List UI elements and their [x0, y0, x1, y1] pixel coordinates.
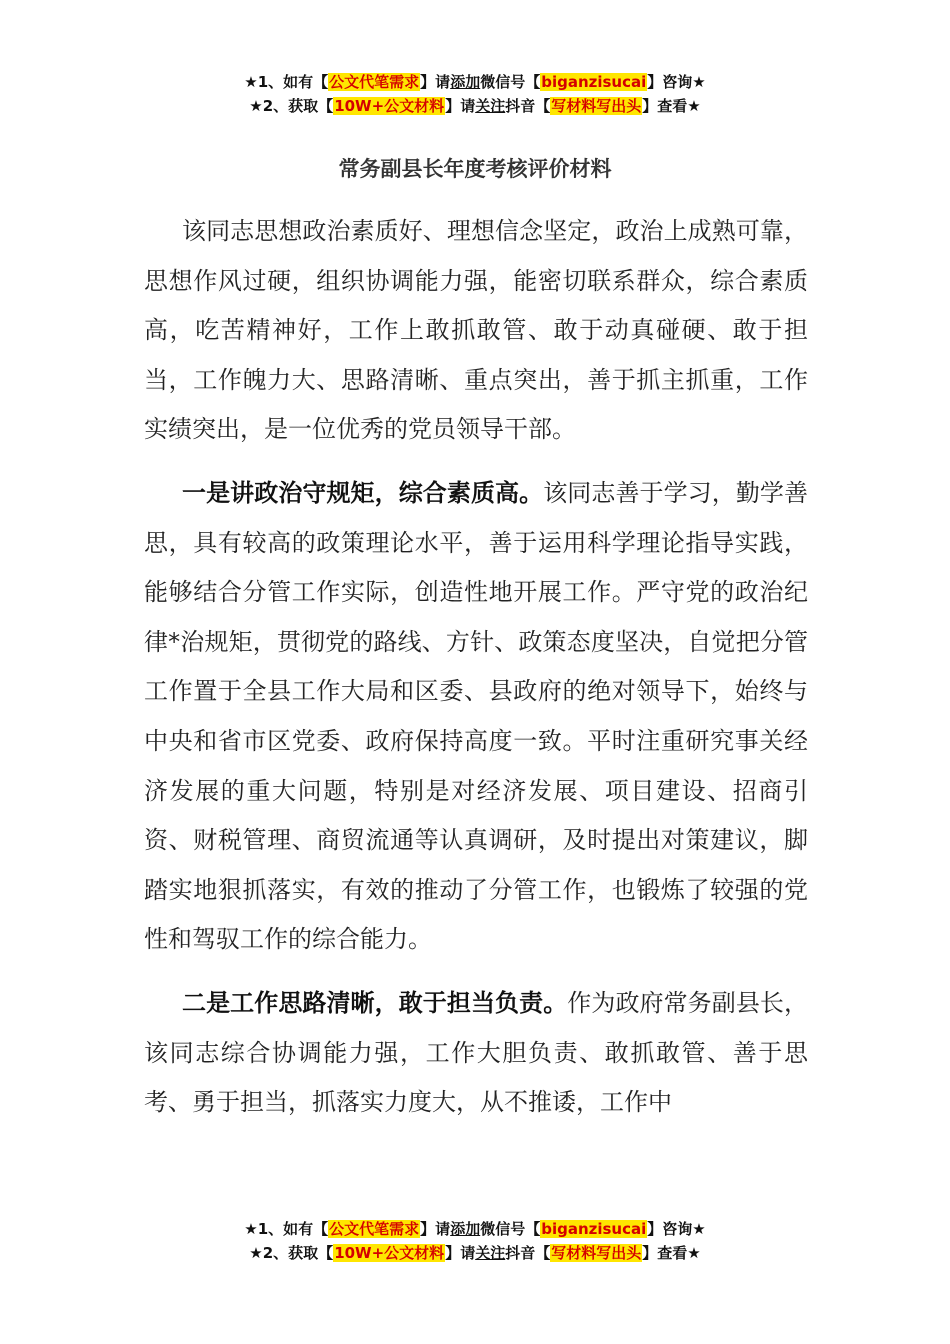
document-body	[144, 207, 808, 1142]
banner-underlined-text: 关注	[475, 97, 506, 115]
banner-underlined-text: 关注	[475, 1244, 506, 1262]
paragraph-lead: 二是工作思路清晰，敢于担当负责。	[182, 988, 568, 1017]
header-banner	[0, 70, 950, 118]
banner-text: 】查看★	[642, 97, 701, 115]
paragraph-lead: 一是讲政治守规矩，综合素质高。	[182, 478, 544, 507]
document-title: 常务副县长年度考核评价材料	[338, 157, 612, 181]
banner-line-2	[0, 94, 950, 118]
banner-highlight: 写材料写出头	[551, 97, 642, 115]
banner-highlight: 公文代笔需求	[329, 73, 420, 91]
banner-line-2	[0, 1241, 950, 1265]
banner-highlight: 写材料写出头	[551, 1244, 642, 1262]
banner-highlight: biganzisucai	[541, 73, 647, 91]
banner-text: 微信号【	[480, 1220, 541, 1238]
paragraph-text: 该同志善于学习，勤学善思，具有较高的政策理论水平，善于运用科学理论指导实践，能够结合分管工作实际，创造性地开展工作。严守党的政治纪律*治规矩，贯彻党的路线、方针、政策态度坚决，自觉把分管工作置于全县工作大局和区委、县政府的绝对领导下，始终与中央和省市区党委、政府保持高度一致。平时注重研究事关经济发展的重大问题，特别是对经济发展、项目建设、招商引资、财税管理、商贸流通等认真调研，及时提出对策建议，脚踏实地狠抓落实，有效的推动了分管工作，也锻炼了较强的党性和驾驭工作的综合能力。	[144, 478, 809, 954]
banner-highlight: 10W+公文材料	[334, 97, 445, 115]
paragraph-2	[144, 469, 808, 965]
banner-text: 】查看★	[642, 1244, 701, 1262]
banner-text: 】请	[445, 97, 476, 115]
banner-text: 抖音【	[505, 1244, 551, 1262]
banner-text: 抖音【	[505, 97, 551, 115]
paragraph-text: 作为政府常务副县长，该同志综合协调能力强，工作大胆负责、敢抓敢管、善于思考、勇于担当，抓落实力度大，从不推诿，工作中	[144, 988, 809, 1117]
banner-text: ★1、如有【	[244, 73, 329, 91]
paragraph-1	[144, 207, 808, 455]
banner-underlined-text: 添加	[450, 1220, 481, 1238]
banner-text: 】请	[420, 73, 451, 91]
banner-line-1	[0, 70, 950, 94]
banner-text: 】咨询★	[647, 73, 706, 91]
banner-text: ★1、如有【	[244, 1220, 329, 1238]
banner-text: 】请	[445, 1244, 476, 1262]
footer-banner	[0, 1217, 950, 1265]
banner-text: ★2、获取【	[249, 1244, 334, 1262]
banner-line-1	[0, 1217, 950, 1241]
banner-text: 微信号【	[480, 73, 541, 91]
paragraph-3	[144, 979, 808, 1128]
paragraph-text: 该同志思想政治素质好、理想信念坚定，政治上成熟可靠，思想作风过硬，组织协调能力强，能密切联系群众，综合素质高，吃苦精神好，工作上敢抓敢管、敢于动真碰硬、敢于担当，工作魄力大、思路清晰、重点突出，善于抓主抓重，工作实绩突出，是一位优秀的党员领导干部。	[144, 217, 808, 444]
banner-underlined-text: 添加	[450, 73, 481, 91]
banner-text: 】咨询★	[647, 1220, 706, 1238]
banner-highlight: biganzisucai	[541, 1220, 647, 1238]
banner-text: ★2、获取【	[249, 97, 334, 115]
banner-text: 】请	[420, 1220, 451, 1238]
banner-highlight: 公文代笔需求	[329, 1220, 420, 1238]
banner-highlight: 10W+公文材料	[334, 1244, 445, 1262]
